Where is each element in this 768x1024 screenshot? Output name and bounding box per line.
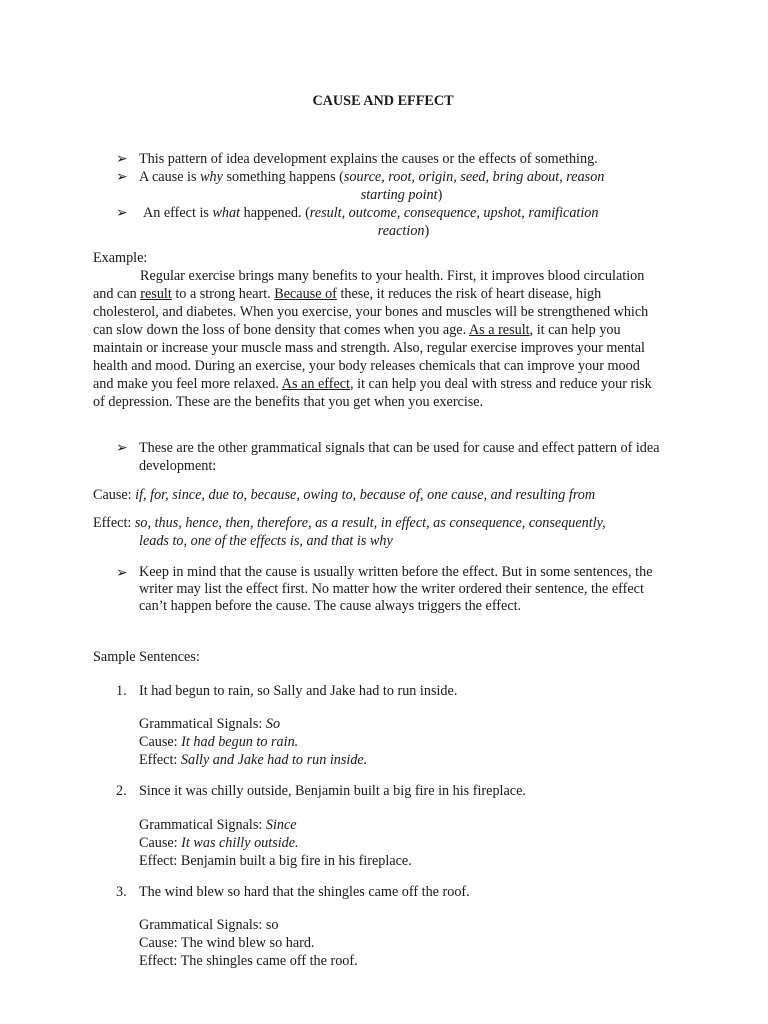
label: Grammatical Signals: (139, 716, 266, 732)
text-segment: ) (437, 187, 443, 203)
effect-value: Sally and Jake had to run inside. (180, 752, 368, 768)
text-segment: Regular exercise brings many benefits to your health. First, it improves blood circulation and can (93, 268, 645, 302)
signal-result: result (140, 286, 172, 302)
text-segment: something happens ( (222, 169, 344, 185)
sample-sentence: It had begun to rain, so Sally and Jake had to run inside. (139, 683, 458, 699)
bullet-text (139, 168, 664, 204)
label: Effect: (139, 752, 181, 768)
cause-line (139, 934, 659, 952)
cause-signals-label: Cause: (93, 487, 136, 503)
text-segment: these, it reduces the risk of heart disease, high cholesterol, and diabetes. When you exercise, your bones and muscles will be strengthened which can slow down the loss of bone density that comes when you age. (93, 286, 649, 338)
signal-as-a-result: As a result (468, 322, 530, 338)
text-segment: to a strong heart. (171, 286, 275, 302)
arrow-bullet-icon: ➢ (116, 151, 128, 167)
text-segment: A cause is (139, 169, 201, 185)
arrow-bullet-icon: ➢ (116, 169, 128, 185)
sample-sentences-label: Sample Sentences: (93, 649, 200, 665)
effect-synonyms: result, outcome, consequence, upshot, ramification (309, 205, 599, 221)
label: Grammatical Signals: (139, 817, 266, 833)
effect-line (139, 852, 659, 870)
bullet-text: These are the other grammatical signals that can be used for cause and effect pattern of idea development: (139, 440, 660, 474)
grammatical-signals-line (139, 715, 659, 733)
effect-signals-label: Effect: (93, 515, 135, 531)
text-segment: , it can help you deal with stress and reduce your risk of depression. These are the benefits that you get when you exercise. (93, 376, 652, 410)
effect-signals-list: so, thus, hence, then, therefore, as a result, in effect, as consequence, consequently, (134, 515, 606, 531)
emphasis-what: what (212, 205, 241, 221)
arrow-bullet-icon: ➢ (116, 205, 128, 221)
label: Effect: (139, 853, 181, 869)
bullet-text: This pattern of idea development explains the causes or the effects of something. (139, 151, 598, 167)
cause-signals-list: if, for, since, due to, because, owing to, because of, one cause, and resulting from (135, 487, 596, 503)
effect-value: Benjamin built a big fire in his fireplace. (180, 853, 412, 869)
cause-synonyms: source, root, origin, seed, bring about, reason (343, 169, 605, 185)
cause-synonyms-cont: starting point (360, 187, 438, 203)
cause-signals (93, 486, 663, 504)
text-segment: , it can help you maintain or increase your muscle mass and strength. Also, regular exercise improves your mental health and mood. During an exercise, your body releases chemicals that can improve your mood and make you feel more relaxed. (93, 322, 645, 392)
page-title: CAUSE AND EFFECT (312, 93, 454, 109)
list-number: 3. (116, 884, 127, 900)
sample-sentence: The wind blew so hard that the shingles came off the roof. (139, 884, 470, 900)
label: Cause: (139, 734, 182, 750)
sample-details (139, 715, 659, 769)
text-segment: happened. ( (240, 205, 310, 221)
list-number: 2. (116, 783, 127, 799)
effect-synonyms-cont: reaction (377, 223, 425, 239)
signal-value: So (265, 716, 281, 732)
arrow-bullet-icon: ➢ (116, 565, 128, 581)
effect-value: The shingles came off the roof. (180, 953, 358, 969)
effect-signals (93, 514, 663, 550)
signal-value: so (265, 917, 279, 933)
bullet-text (143, 204, 668, 240)
example-label: Example: (93, 250, 148, 266)
cause-line (139, 834, 659, 852)
signal-value: Since (265, 817, 297, 833)
effect-signals-list-cont: leads to, one of the effects is, and that is why (139, 533, 393, 549)
label: Grammatical Signals: (139, 917, 266, 933)
label: Cause: (139, 935, 181, 951)
sample-details (139, 816, 659, 870)
bullet-text: Keep in mind that the cause is usually written before the effect. But in some sentences, the writer may list the effect first. No matter how the writer ordered their sentence, the effect can’t happen before the cause. The cause always triggers the effect. (139, 564, 653, 614)
emphasis-why: why (200, 169, 223, 185)
grammatical-signals-line (139, 916, 659, 934)
cause-value: It was chilly outside. (181, 835, 299, 851)
cause-value: The wind blew so hard. (180, 935, 315, 951)
sample-sentence: Since it was chilly outside, Benjamin built a big fire in his fireplace. (139, 783, 526, 799)
cause-value: It had begun to rain. (181, 734, 299, 750)
example-paragraph (93, 267, 663, 411)
effect-line (139, 952, 659, 970)
text-segment: An effect is (143, 205, 213, 221)
effect-line (139, 751, 659, 769)
cause-line (139, 733, 659, 751)
arrow-bullet-icon: ➢ (116, 440, 128, 456)
signal-as-an-effect: As an effect (281, 376, 350, 392)
grammatical-signals-line (139, 816, 659, 834)
text-segment: ) (424, 223, 430, 239)
list-number: 1. (116, 683, 127, 699)
signal-because-of: Because of (274, 286, 337, 302)
sample-details (139, 916, 659, 970)
label: Effect: (139, 953, 181, 969)
label: Cause: (139, 835, 182, 851)
